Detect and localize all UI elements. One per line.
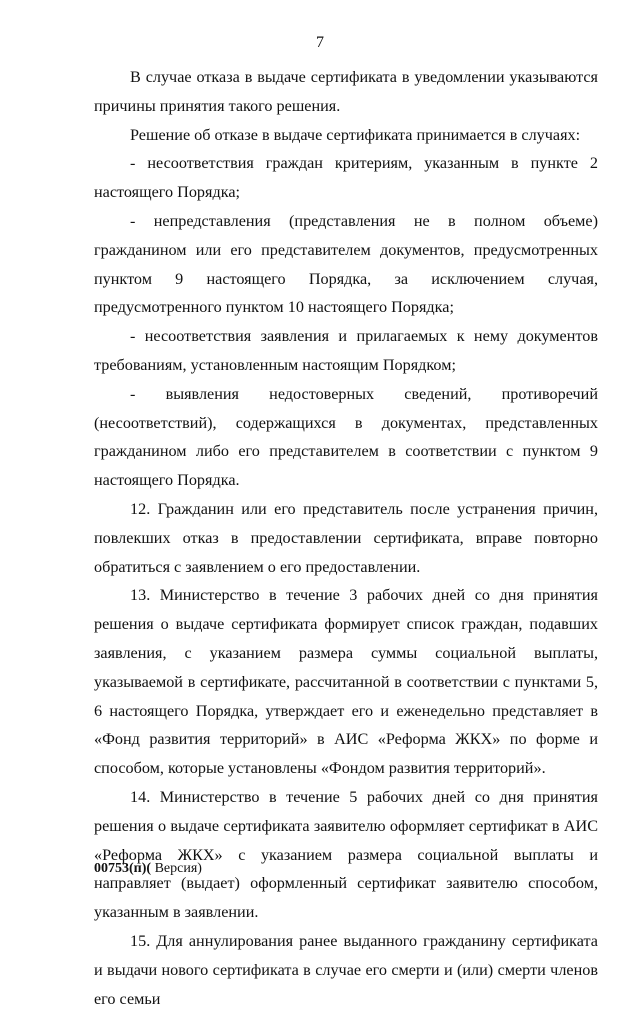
page-number: 7: [316, 34, 324, 51]
paragraph-clause-13: 13. Министерство в течение 3 рабочих дней со дня принятия решения о выдаче сертификата формирует список граждан, подавших заявления, с указанием размера суммы социальной выплаты, указываемой в сертификате, рассчитанной в соответствии с пунктами 5, 6 настоящего Порядка, утверждает его и еженедельно представляет в «Фонд развития территорий» в АИС «Реформа ЖКХ» по форме и способом, которые установлены «Фондом развития территорий».: [94, 586, 598, 778]
paragraph-clause-12: 12. Гражданин или его представитель после устранения причин, повлекших отказ в предоставлении сертификата, вправе повторно обратиться с заявлением о его предоставлении.: [94, 499, 598, 576]
list-item-false-information: - выявления недостоверных сведений, противоречий (несоответствий), содержащихся в документах, представленных гражданином либо его представителем в соответствии с пунктом 9 настоящего Порядка.: [94, 384, 598, 490]
document-code: [94, 860, 202, 878]
list-item-requirements-mismatch: - несоответствия заявления и прилагаемых к нему документов требованиям, установленным настоящим Порядком;: [94, 327, 598, 374]
paragraph-refusal-cases-intro: Решение об отказе в выдаче сертификата принимается в случаях:: [130, 125, 581, 144]
paragraph-refusal-reasons: В случае отказа в выдаче сертификата в уведомлении указываются причины принятия такого решения.: [94, 68, 598, 115]
document-code-number: 00753(п)(: [94, 861, 152, 876]
list-item-documents-not-submitted: - непредставления (представления не в полном объеме) гражданином или его представителем документов, предусмотренных пунктом 9 настоящего Порядка, за исключением случая, предусмотренного пунктом 10 настоящего Порядка;: [94, 211, 598, 317]
paragraph-clause-15: 15. Для аннулирования ранее выданного гражданину сертификата и выдачи нового сертификата в случае его смерти и (или) смерти членов его семьи: [94, 931, 598, 1008]
paragraph-clause-14: 14. Министерство в течение 5 рабочих дней со дня принятия решения о выдаче сертификата заявителю оформляет сертификат в АИС «Реформа ЖКХ» с указанием размера социальной выплаты и направляет (выдает) оформленный сертификат заявителю способом, указанным в заявлении.: [94, 787, 598, 922]
list-item-criteria-mismatch: - несоответствия граждан критериям, указанным в пункте 2 настоящего Порядка;: [94, 154, 598, 202]
document-code-version: Версия): [151, 861, 202, 876]
